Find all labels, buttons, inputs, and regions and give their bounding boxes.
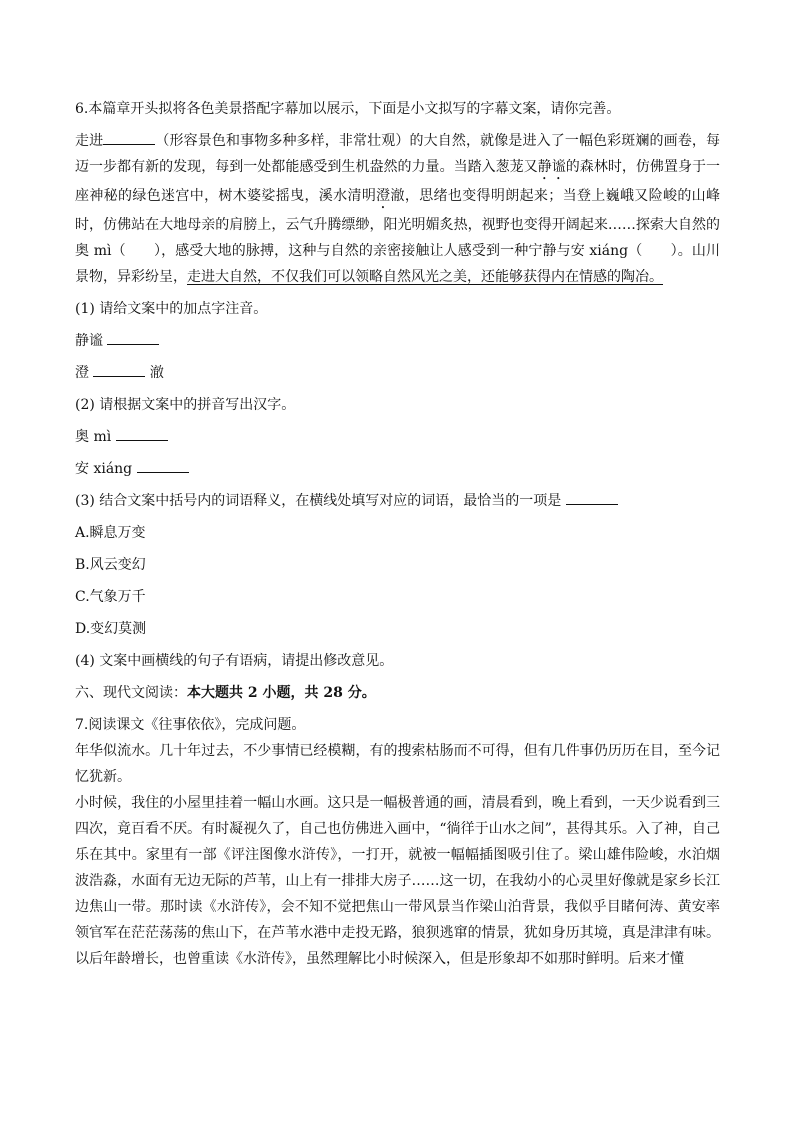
question-7-title: 7.阅读课文《往事依依》，完成问题。 <box>75 717 306 733</box>
option-a: A.瞬息万变 <box>75 525 146 541</box>
answer-blank[interactable] <box>566 504 618 505</box>
option-b: B.风云变幻 <box>75 557 146 573</box>
answer-blank[interactable] <box>137 472 189 473</box>
sub-question-2-b <box>75 456 720 482</box>
sub-question-3 <box>75 488 720 514</box>
word-label: 静谧 <box>75 333 103 349</box>
option-d: D.变幻莫测 <box>75 621 147 637</box>
section-6-heading <box>75 680 720 706</box>
section-label: 六、现代文阅读： <box>75 685 187 701</box>
question-6-passage <box>75 128 720 290</box>
sub-question-2-a <box>75 424 720 450</box>
sub-question-1-a <box>75 328 720 354</box>
word-label: 澄 <box>75 365 89 381</box>
question-6-title: 6.本篇章开头拟将各色美景搭配字幕加以展示，下面是小文拟写的字幕文案，请你完善。 <box>75 101 621 117</box>
sub-question-1-b <box>75 360 720 386</box>
word-label: 安 xiáng <box>75 461 133 477</box>
answer-blank[interactable] <box>93 376 145 377</box>
word-label: 澈 <box>149 365 164 381</box>
passage-text: 的森林时，仿佛置身于一座神秘的绿色迷宫中，树木婆娑摇曳，溪水清明 <box>75 159 721 204</box>
document-page <box>75 96 720 972</box>
reading-paragraph-2: 小时候，我住的小屋里挂着一幅山水画。这只是一幅极普通的画，清晨看到，晚上看到，一天少说看到三四次，竟百看不厌。有时凝视久了，自己也仿佛进入画中，“徜徉于山水之间”，甚得其乐。入了神，自己乐在其中。家里有一部《评注图像水浒传》，一打开，就被一幅幅插图吸引住了。梁山雄伟险峻，水泊烟波浩淼，水面有无边无际的芦苇，山上有一排排大房子……这一切，在我幼小的心灵里好像就是家乡长江边焦山一带。那时读《水浒传》，会不知不觉把焦山一带风景当作梁山泊背景，我似乎目睹何涛、黄安率领官军在茫茫荡荡的焦山下，在芦苇水港中走投无路，狼狈逃窜的情景，犹如身历其境，真是津津有味。以后年龄增长，也曾重读《水浒传》，虽然理解比小时候深入，但是形象却不如那时鲜明。后来才懂 <box>75 795 720 967</box>
word-label: 奥 mì <box>75 429 112 445</box>
question-text: (3) 结合文案中括号内的词语释义，在横线处填写对应的词语，最恰当的一项是 <box>75 493 562 509</box>
answer-blank[interactable] <box>107 344 159 345</box>
passage-text: （形容景色和事物多种多样，非常壮观）的大自然，就像是进入了一幅色彩斑斓的画卷，每迈一步都有新的发现，每到一处都能感受到生机盎然的力量。当踏入葱茏又 <box>75 133 721 175</box>
dotted-characters: 静谧 <box>537 159 566 175</box>
underlined-sentence: 走进大自然，不仅我们可以领略自然风光之美，还能够获得内在情感的陶冶。 <box>187 269 663 285</box>
sub-question-1: (1) 请给文案中的加点字注音。 <box>75 301 268 317</box>
dotted-characters: 澄 <box>376 188 391 204</box>
sub-question-4: (4) 文案中画横线的句子有语病，请提出修改意见。 <box>75 653 394 669</box>
passage-text: 走进 <box>75 133 104 149</box>
section-score: 本大题共 2 小题，共 28 分。 <box>187 685 376 701</box>
passage-text: 澈，思绪也变得明朗起来；当登上巍峨又险峻的山峰时，仿佛站在大地母亲的肩膀上，云气升腾缥缈，阳光明媚炙热，视野也变得开阔起来……探索大自然的奥 mì（ ），感受大地的脉搏，这种与自然的亲密接触让人感受到一种宁静与安 xiáng（ ）。山川景物，异彩纷呈， <box>75 188 721 285</box>
answer-blank[interactable] <box>103 144 155 145</box>
reading-paragraph-1: 年华似流水。几十年过去，不少事情已经模糊，有的搜索枯肠而不可得，但有几件事仍历历在目，至今记忆犹新。 <box>75 743 720 785</box>
answer-blank[interactable] <box>116 440 168 441</box>
sub-question-2: (2) 请根据文案中的拼音写出汉字。 <box>75 397 296 413</box>
option-c: C.气象万千 <box>75 589 146 605</box>
